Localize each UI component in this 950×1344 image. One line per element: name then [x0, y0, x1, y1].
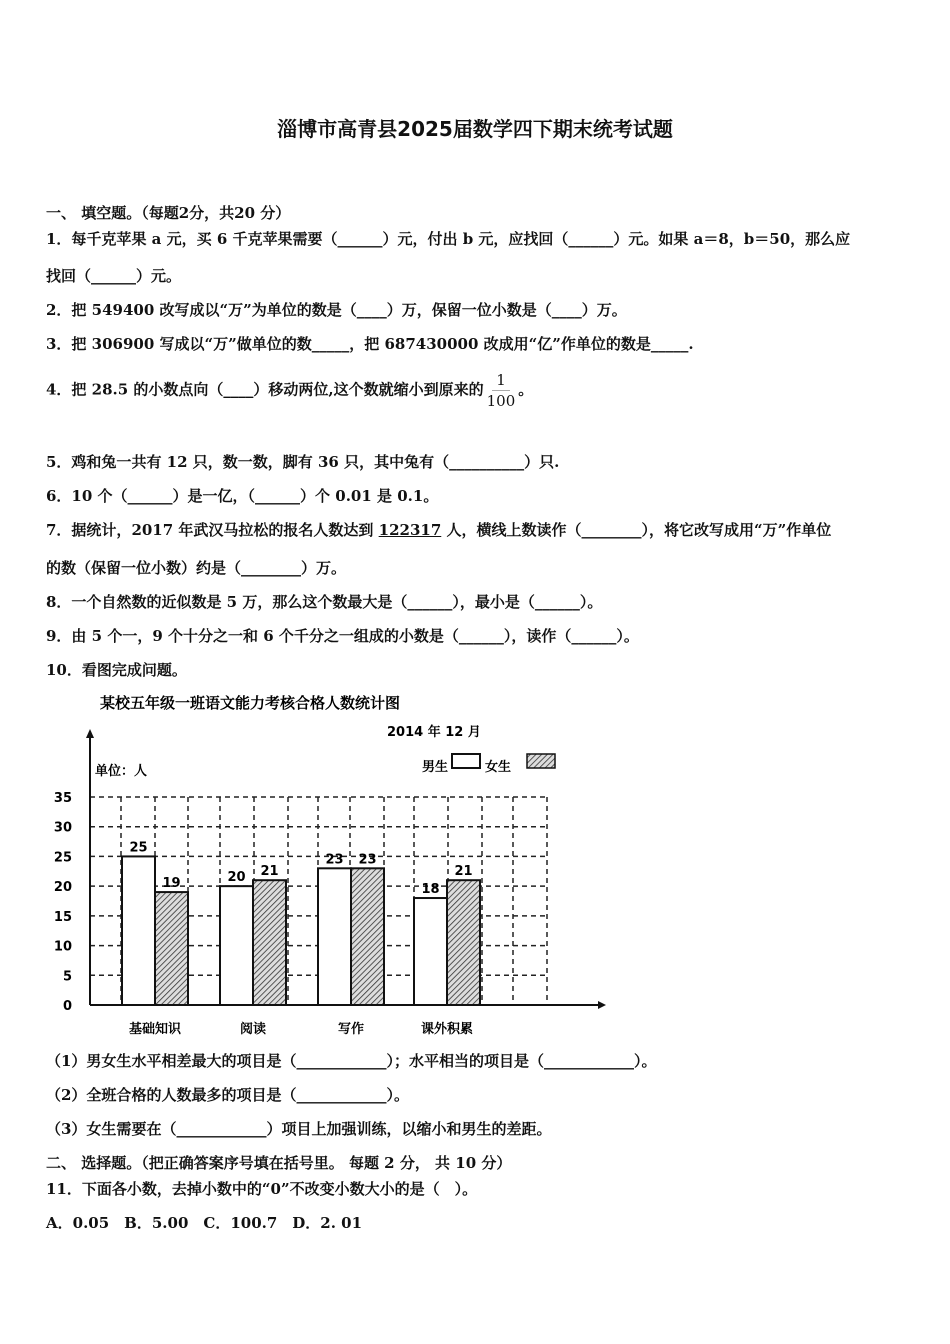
fraction-denominator: 100 [486, 392, 516, 410]
bar-female [253, 880, 286, 1005]
question-1-cont: 找回（______）元。 [46, 267, 182, 285]
q7-underlined-number: 122317 [378, 521, 442, 539]
bar-male [318, 868, 351, 1005]
x-category-label: 基础知识 [128, 1022, 182, 1037]
question-2: 2．把 549400 改写成以“万”为单位的数是（____）万，保留一位小数是（____）万。 [46, 301, 627, 319]
bar-male [122, 856, 155, 1005]
bar-value-label: 25 [129, 840, 148, 856]
question-4-end: 。 [518, 380, 534, 399]
x-category-label: 课外积累 [420, 1022, 474, 1037]
y-tick-label: 15 [53, 909, 72, 925]
bar-value-label: 19 [162, 876, 181, 892]
question-10-2: （2）全班合格的人数最多的项目是（____________）。 [46, 1086, 409, 1104]
y-tick-label: 30 [53, 820, 72, 836]
chart-subtitle: 2014 年 12 月 [387, 725, 481, 740]
question-10: 10．看图完成问题。 [46, 661, 187, 679]
x-category-label: 写作 [337, 1022, 365, 1037]
bar-male [414, 898, 447, 1005]
question-11-options: A．0.05 B．5.00 C．100.7 D．2. 01 [46, 1214, 363, 1232]
section-heading: 一、 填空题。（每题2分，共20 分） [46, 204, 291, 222]
question-1: 1．每千克苹果 a 元，买 6 千克苹果需要（______）元，付出 b 元，应找回（______）元。如果 a＝8，b＝50，那么应 [46, 230, 851, 248]
y-tick-label: 0 [62, 999, 72, 1014]
legend-female-label: 女生 [485, 760, 512, 775]
chart-ylabel: 单位：人 [95, 764, 148, 779]
q7-pre: 7．据统计，2017 年武汉马拉松的报名人数达到 [46, 521, 379, 539]
question-7-cont: 的数（保留一位小数）约是（________）万。 [46, 559, 347, 577]
y-tick-label: 10 [53, 939, 72, 955]
q7-post: 人，横线上数读作（________），将它改写成用“万”作单位 [441, 521, 832, 539]
legend-male-label: 男生 [421, 760, 448, 775]
y-axis-arrow-icon [86, 729, 94, 738]
bar-female [155, 892, 188, 1005]
question-10-3: （3）女生需要在（____________）项目上加强训练，以缩小和男生的差距。 [46, 1120, 552, 1138]
bar-male [220, 886, 253, 1005]
question-4-text: 4．把 28.5 的小数点向（____）移动两位,这个数就缩小到原来的 [46, 380, 484, 399]
bar-value-label: 23 [325, 852, 344, 868]
bar-female [447, 880, 480, 1005]
bar-female [351, 868, 384, 1005]
question-3: 3．把 306900 写成以“万”做单位的数_____，把 687430000 改成用“亿”作单位的数是_____. [46, 335, 694, 353]
page-title: 淄博市高青县2025届数学四下期末统考试题 [277, 117, 673, 141]
legend-female-swatch [527, 754, 555, 768]
question-10-1: （1）男女生水平相差最大的项目是（____________）；水平相当的项目是（____________）。 [46, 1052, 657, 1070]
bar-value-label: 21 [454, 864, 473, 880]
y-tick-label: 25 [53, 850, 72, 866]
x-axis-arrow-icon [598, 1001, 606, 1009]
question-8: 8．一个自然数的近似数是 5 万，那么这个数最大是（______），最小是（______）。 [46, 593, 603, 611]
bar-value-label: 21 [260, 864, 279, 880]
y-tick-label: 20 [53, 880, 72, 896]
bar-value-label: 20 [227, 870, 246, 886]
chart-title: 某校五年级一班语文能力考核合格人数统计图 [100, 694, 401, 712]
bar-value-label: 18 [421, 882, 440, 898]
question-5: 5．鸡和兔一共有 12 只，数一数，脚有 36 只，其中兔有（__________）只. [46, 453, 560, 471]
y-tick-label: 35 [53, 791, 72, 806]
x-category-label: 阅读 [239, 1022, 267, 1037]
section-heading-2: 二、 选择题。（把正确答案序号填在括号里。 每题 2 分， 共 10 分） [46, 1154, 512, 1172]
question-9: 9．由 5 个一，9 个十分之一和 6 个千分之一组成的小数是（______），读作（______）。 [46, 627, 639, 645]
fraction-numerator: 1 [492, 370, 510, 391]
legend-male-swatch [452, 754, 480, 768]
question-11: 11．下面各小数，去掉小数中的“0”不改变小数大小的是（ ）。 [46, 1180, 478, 1198]
bar-value-label: 23 [358, 852, 377, 868]
question-6: 6．10 个（______）是一亿，（______）个 0.01 是 0.1。 [46, 487, 439, 505]
y-tick-label: 5 [62, 969, 72, 985]
